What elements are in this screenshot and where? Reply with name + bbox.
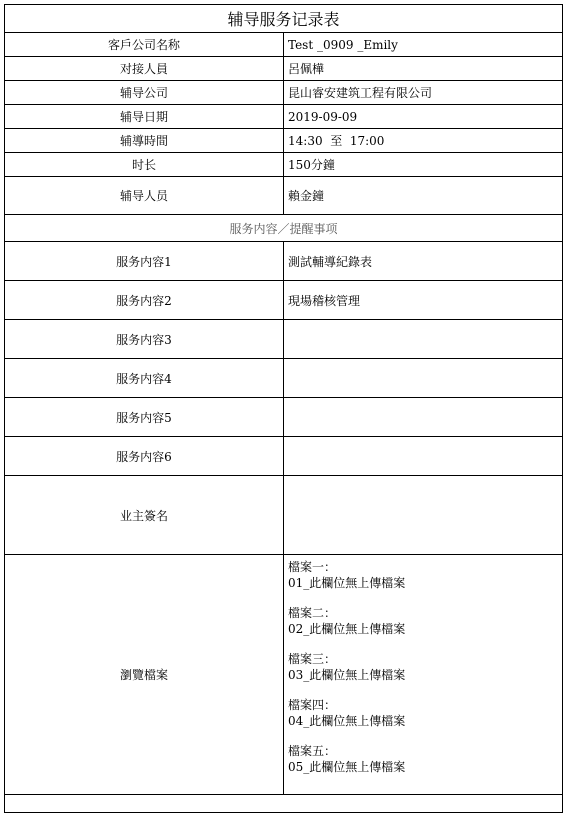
service-label-1: 服务内容1 — [5, 242, 284, 281]
service-row — [5, 242, 562, 281]
service-value-1: 測試輔導紀錄表 — [284, 242, 563, 281]
signature-field[interactable] — [284, 476, 563, 555]
form-title: 辅导服务记录表 — [5, 5, 562, 33]
file-name-4: 檔案四： — [288, 698, 337, 712]
service-row — [5, 437, 562, 476]
duration-label: 时长 — [5, 153, 284, 177]
client-company-label: 客戶公司名称 — [5, 33, 284, 57]
service-value-5 — [284, 398, 563, 437]
file-name-2: 檔案二： — [288, 606, 337, 620]
counseling-company-value: 昆山睿安建筑工程有限公司 — [284, 81, 563, 105]
file-status-2[interactable]: 02_此欄位無上傳檔案 — [288, 622, 406, 636]
file-status-4[interactable]: 04_此欄位無上傳檔案 — [288, 714, 406, 728]
contact-person-label: 对接人員 — [5, 57, 284, 81]
service-row — [5, 359, 562, 398]
contact-person-value: 呂佩樺 — [284, 57, 563, 81]
service-value-6 — [284, 437, 563, 476]
counseling-date-value: 2019-09-09 — [284, 105, 563, 129]
service-label-2: 服务内容2 — [5, 281, 284, 320]
files-label: 瀏覽檔案 — [5, 555, 284, 795]
file-name-1: 檔案一： — [288, 560, 337, 574]
client-company-value: Test _0909 _Emily — [284, 33, 563, 57]
file-name-3: 檔案三： — [288, 652, 337, 666]
counseling-time-label: 辅導時間 — [5, 129, 284, 153]
counseling-staff-value: 賴金鐘 — [284, 177, 563, 215]
service-value-3 — [284, 320, 563, 359]
service-label-6: 服务内容6 — [5, 437, 284, 476]
file-item — [288, 559, 562, 591]
service-row — [5, 281, 562, 320]
file-status-3[interactable]: 03_此欄位無上傳檔案 — [288, 668, 406, 682]
service-value-4 — [284, 359, 563, 398]
file-item — [288, 697, 562, 729]
file-name-5: 檔案五： — [288, 744, 337, 758]
counseling-time-value: 14:30 至 17:00 — [284, 129, 563, 153]
file-status-1[interactable]: 01_此欄位無上傳檔案 — [288, 576, 406, 590]
file-item — [288, 651, 562, 683]
service-value-2: 現場稽核管理 — [284, 281, 563, 320]
files-list — [284, 555, 563, 795]
file-item — [288, 743, 562, 775]
counseling-date-label: 辅导日期 — [5, 105, 284, 129]
signature-label: 业主簽名 — [5, 476, 284, 555]
counseling-staff-label: 辅导人员 — [5, 177, 284, 215]
service-row — [5, 398, 562, 437]
service-label-4: 服务内容4 — [5, 359, 284, 398]
file-status-5[interactable]: 05_此欄位無上傳檔案 — [288, 760, 406, 774]
record-form — [4, 4, 563, 813]
section-title: 服务内容／提醒事项 — [5, 215, 562, 242]
duration-value: 150分鐘 — [284, 153, 563, 177]
service-label-5: 服务内容5 — [5, 398, 284, 437]
service-row — [5, 320, 562, 359]
record-table — [5, 5, 562, 795]
service-label-3: 服务内容3 — [5, 320, 284, 359]
file-item — [288, 605, 562, 637]
counseling-company-label: 辅导公司 — [5, 81, 284, 105]
